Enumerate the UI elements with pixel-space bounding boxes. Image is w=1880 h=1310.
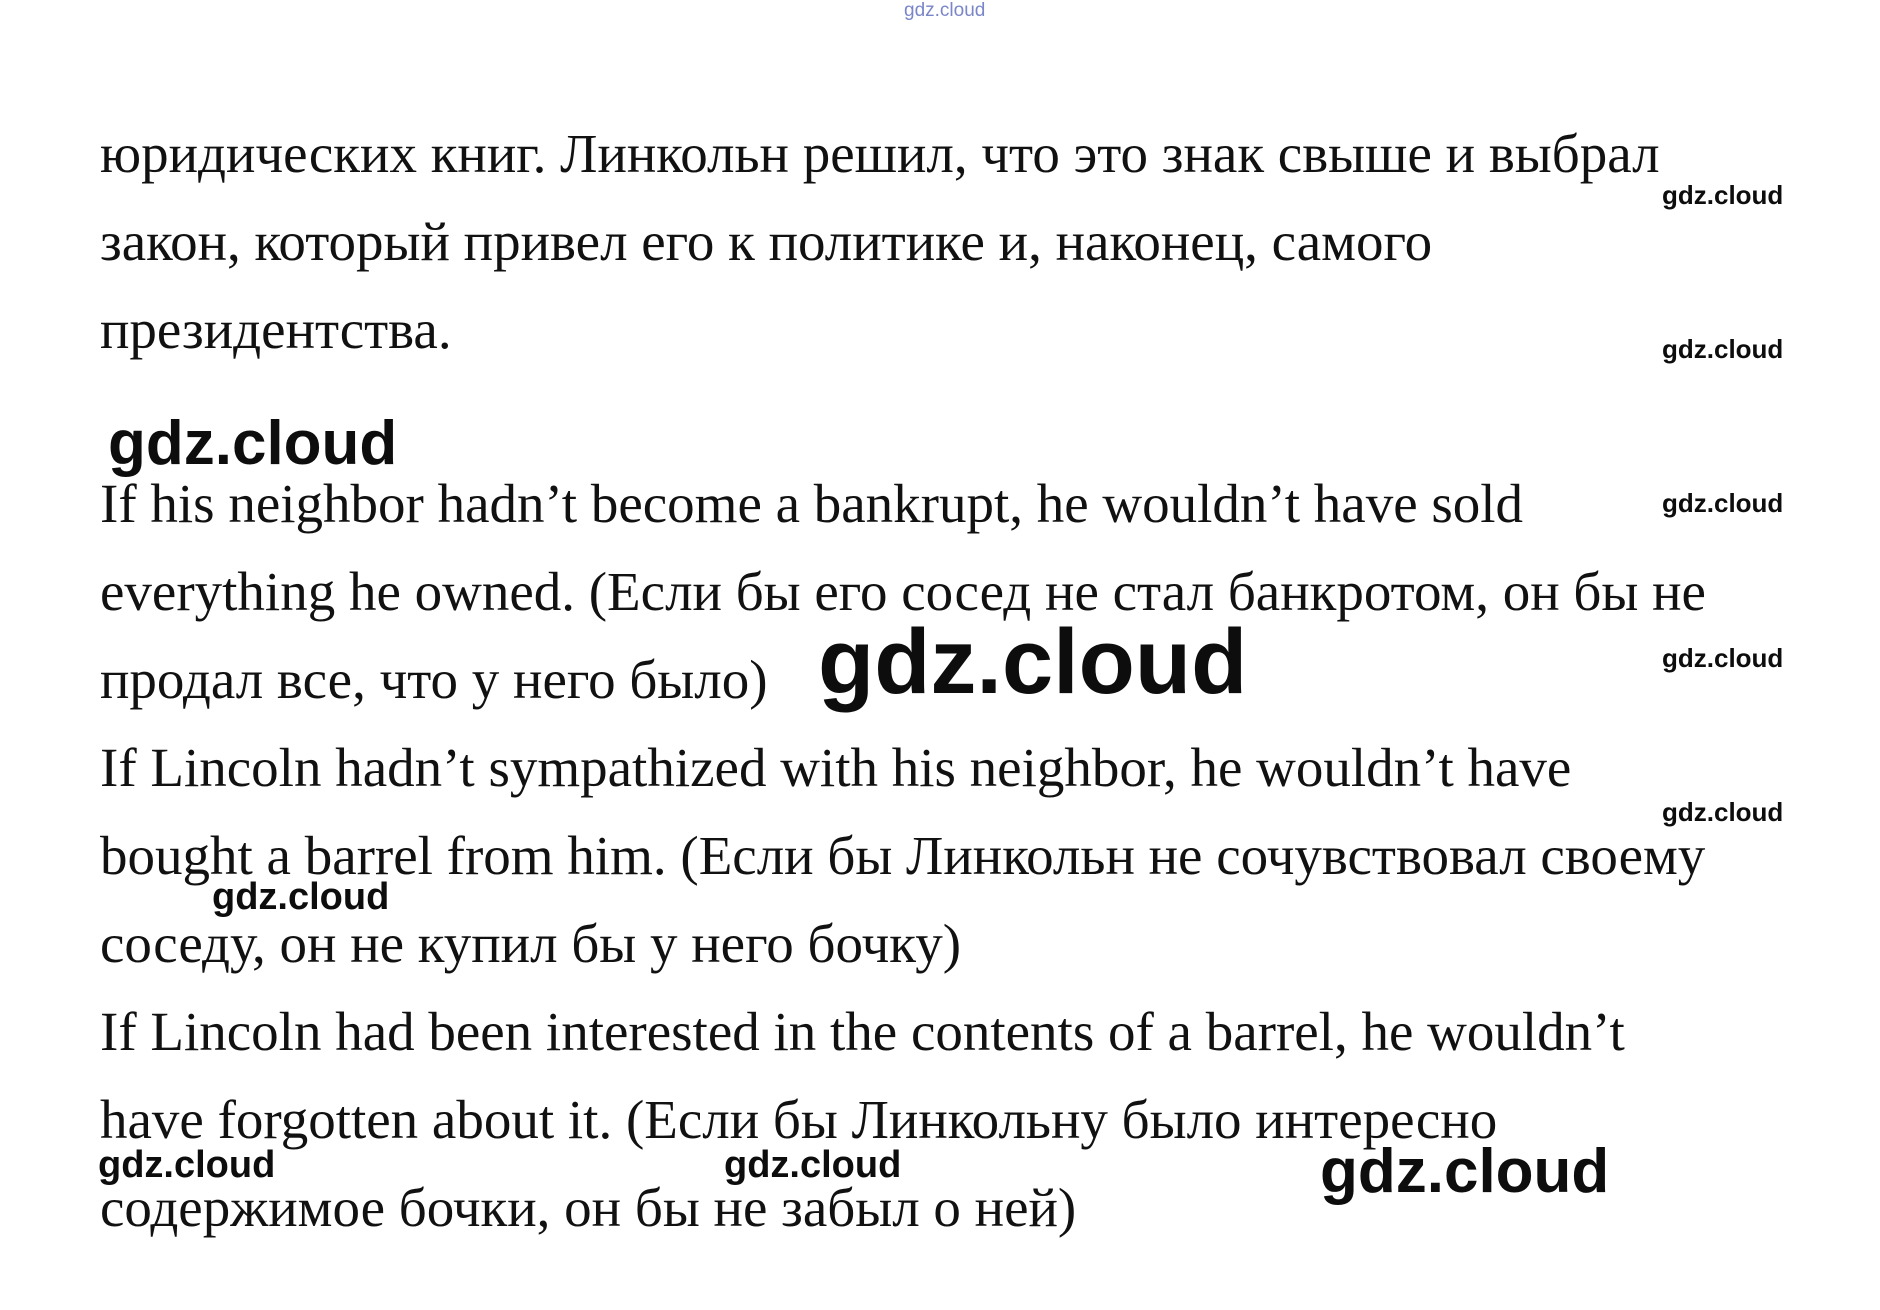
text-line-10: If Lincoln had been interested in the contents of a barrel, he wouldn’t <box>100 1001 1625 1062</box>
watermark-medium-2: gdz.cloud <box>98 1144 276 1186</box>
text-line-2: закон, который привел его к политике и, наконец, самого <box>100 211 1433 272</box>
watermark-large-1: gdz.cloud <box>108 409 398 478</box>
watermark-small-3: gdz.cloud <box>1662 488 1784 518</box>
text-line-3: президентства. <box>100 299 452 360</box>
watermark-small-2: gdz.cloud <box>1662 334 1784 364</box>
text-line-12: содержимое бочки, он бы не забыл о ней) <box>100 1177 1077 1238</box>
watermark-xlarge: gdz.cloud <box>818 611 1248 713</box>
text-line-6: продал все, что у него было) <box>100 649 768 710</box>
text-line-7: If Lincoln hadn’t sympathized with his neighbor, he wouldn’t have <box>100 737 1572 798</box>
watermark-small-5: gdz.cloud <box>1662 797 1784 827</box>
watermark-small-4: gdz.cloud <box>1662 643 1784 673</box>
watermark-medium-1: gdz.cloud <box>212 876 390 918</box>
watermark-large-2: gdz.cloud <box>1320 1137 1610 1206</box>
text-line-4: If his neighbor hadn’t become a bankrupt, he wouldn’t have sold <box>100 473 1524 534</box>
text-line-1: юридических книг. Линкольн решил, что это знак свыше и выбрал <box>100 123 1660 184</box>
text-line-5: everything he owned. (Если бы его сосед не стал банкротом, он бы не <box>100 561 1706 622</box>
text-line-11: have forgotten about it. (Если бы Линкольну было интересно <box>100 1089 1498 1150</box>
text-line-8: bought a barrel from him. (Если бы Линкольн не сочувствовал своему <box>100 825 1706 886</box>
watermark-small-1: gdz.cloud <box>1662 180 1784 210</box>
text-line-9: соседу, он не купил бы у него бочку) <box>100 913 962 974</box>
header-watermark: gdz.cloud <box>904 0 986 21</box>
watermark-medium-3: gdz.cloud <box>724 1144 902 1186</box>
